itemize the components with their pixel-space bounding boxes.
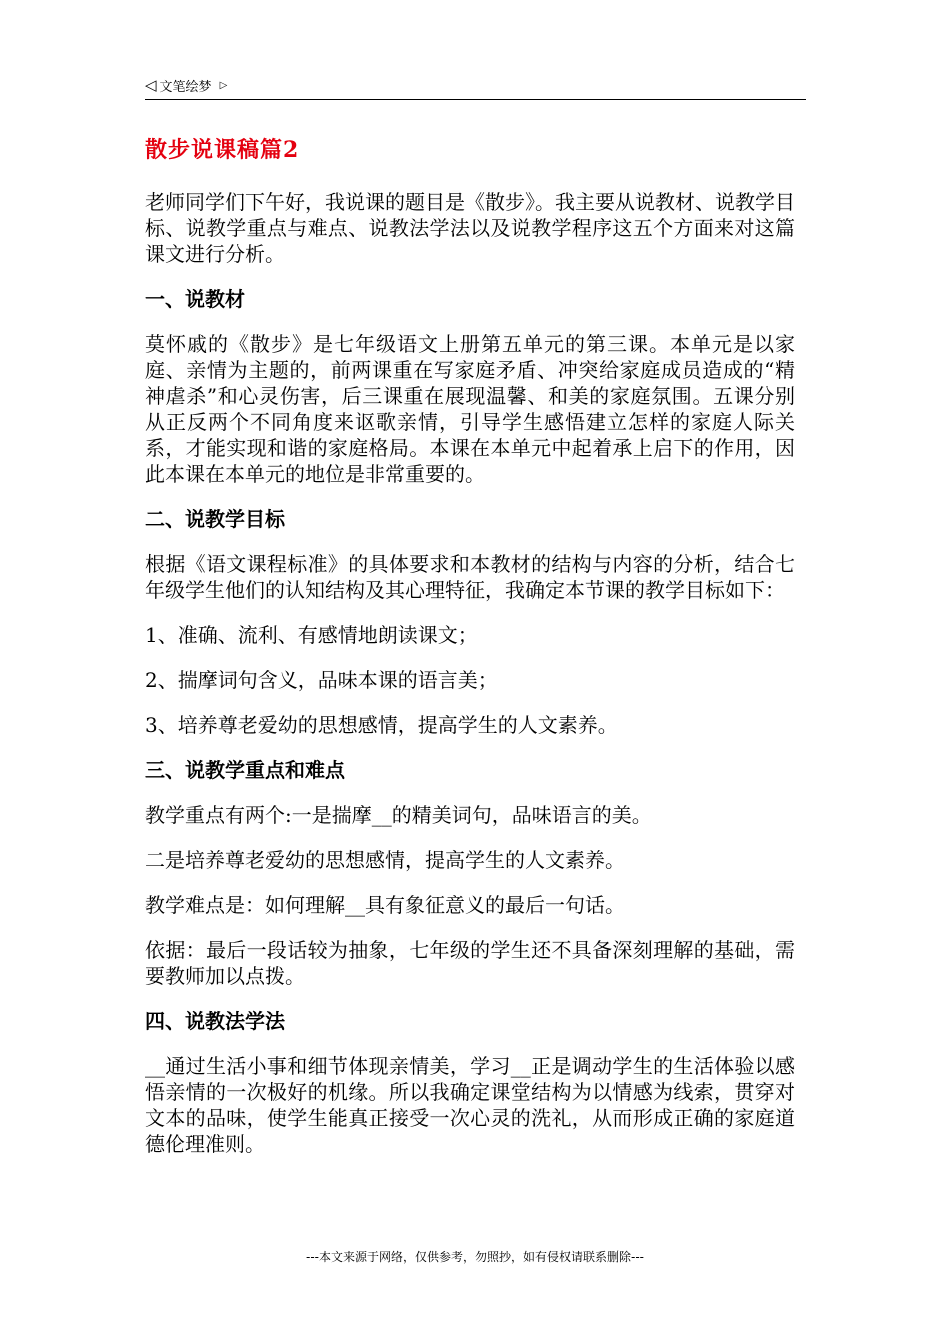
paragraph-intro: 老师同学们下午好，我说课的题目是《散步》。我主要从说教材、说教学目标、说教学重点与难点、说教法学法以及说教学程序这五个方面来对这篇课文进行分析。 <box>145 190 795 266</box>
triangle-left-icon: ◁ <box>145 76 157 94</box>
document-body <box>145 189 795 1176</box>
paragraph-basis: 依据：最后一段话较为抽象，七年级的学生还不具备深刻理解的基础，需要教师加以点拨。 <box>145 938 795 988</box>
paragraph-methods: __通过生活小事和细节体现亲情美，学习__正是调动学生的生活体验以感悟亲情的一次极好的机缘。所以我确定课堂结构为以情感为线索，贯穿对文本的品味，使学生能真正接受一次心灵的洗礼，从而形成正确的家庭道德伦理准则。 <box>145 1054 795 1156</box>
paragraph-key-point-2: 二是培养尊老爱幼的思想感情，提高学生的人文素养。 <box>145 848 625 872</box>
section-heading-4: 四、说教法学法 <box>145 1009 285 1033</box>
paragraph-goals: 根据《语文课程标准》的具体要求和本教材的结构与内容的分析，结合七年级学生他们的认知结构及其心理特征，我确定本节课的教学目标如下： <box>145 552 795 602</box>
page-footer: ---本文来源于网络，仅供参考，勿照抄，如有侵权请联系删除--- <box>306 1250 644 1264</box>
section-heading-2: 二、说教学目标 <box>145 507 285 531</box>
paragraph-key-point-1: 教学重点有两个:一是揣摩__的精美词句，品味语言的美。 <box>145 803 652 827</box>
goal-item-2: 2、揣摩词句含义，品味本课的语言美； <box>145 668 498 692</box>
goal-item-3: 3、培养尊老爱幼的思想感情，提高学生的人文素养。 <box>145 713 618 737</box>
paragraph-difficulty: 教学难点是：如何理解__具有象征意义的最后一句话。 <box>145 893 625 917</box>
page-header <box>145 72 806 100</box>
section-heading-1: 一、说教材 <box>145 287 245 311</box>
section-heading-3: 三、说教学重点和难点 <box>145 758 345 782</box>
site-name: 文笔绘梦 <box>159 80 212 95</box>
triangle-right-icon: ▷ <box>219 79 228 91</box>
document-title: 散步说课稿篇2 <box>145 137 300 163</box>
header-brand <box>145 76 227 95</box>
goal-item-1: 1、准确、流利、有感情地朗读课文； <box>145 623 478 647</box>
paragraph-textbook: 莫怀戚的《散步》是七年级语文上册第五单元的第三课。本单元是以家庭、亲情为主题的，前两课重在写家庭矛盾、冲突给家庭成员造成的“精神虐杀”和心灵伤害，后三课重在展现温馨、和美的家庭氛围。五课分别从正反两个不同角度来讴歌亲情，引导学生感悟建立怎样的家庭人际关系，才能实现和谐的家庭格局。本课在本单元中起着承上启下的作用，因此本课在本单元的地位是非常重要的。 <box>145 332 795 486</box>
